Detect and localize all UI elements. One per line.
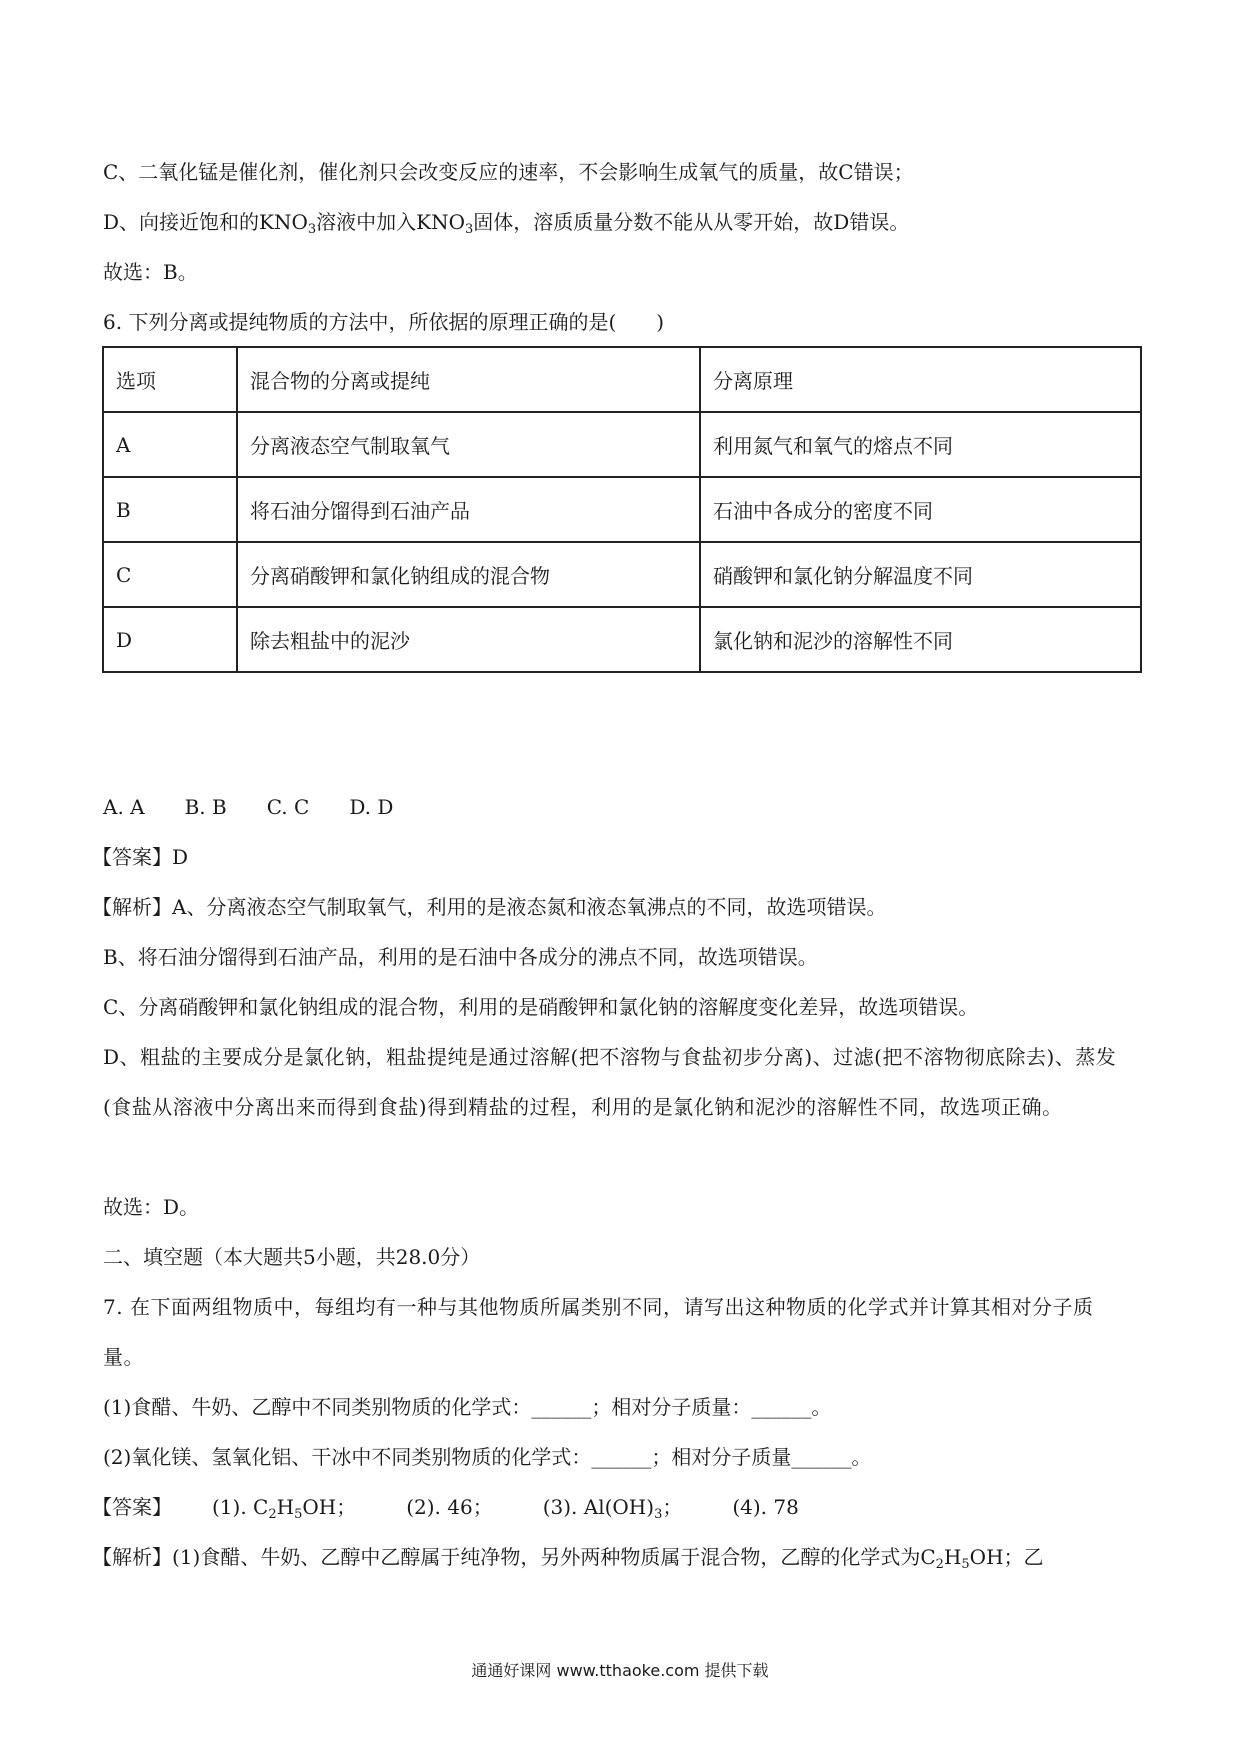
table-row: [103, 542, 1141, 607]
text: 固体，溶质质量分数不能从从零开始，故D错误。: [473, 210, 910, 234]
option-b: B. B: [184, 795, 227, 819]
question-6-analysis-b: B、将石油分馏得到石油产品，利用的是石油中各成分的沸点不同，故选项错误。: [103, 945, 818, 969]
formula-subscript: 2: [268, 1507, 277, 1522]
option-c: C. C: [266, 795, 310, 819]
formula-subscript: 3: [465, 222, 474, 237]
formula-text: Al(OH): [583, 1495, 655, 1519]
table-cell: B: [103, 477, 237, 542]
question-6-analysis-c: C、分离硝酸钾和氯化钠组成的混合物，利用的是硝酸钾和氯化钠的溶解度变化差异，故选项错误。: [103, 995, 979, 1019]
formula-kno3: [259, 210, 317, 237]
formula-text: H: [943, 1545, 962, 1569]
table-cell: D: [103, 607, 237, 672]
formula-kno3: [416, 210, 474, 237]
table-cell: 除去粗盐中的泥沙: [237, 607, 700, 672]
question-6-options: [103, 793, 393, 821]
analysis-text: 【解析】(1)食醋、牛奶、乙醇中乙醇属于纯净物，另外两种物质属于混合物，乙醇的化学式为: [92, 1545, 921, 1569]
table-cell: 氯化钠和泥沙的溶解性不同: [700, 607, 1141, 672]
section-heading: 二、填空题（本大题共5小题，共28.0分）: [103, 1245, 481, 1269]
answer-2: (2). 46；: [406, 1495, 493, 1519]
formula-text: OH；: [302, 1495, 357, 1519]
answer-punct: ；: [662, 1495, 683, 1519]
table-cell: 分离硝酸钾和氯化钠组成的混合物: [237, 542, 700, 607]
formula-text: KNO: [416, 210, 466, 234]
formula-text: OH: [969, 1545, 1004, 1569]
table-row: [103, 412, 1141, 477]
question-7-sub1: (1)食醋、牛奶、乙醇中不同类别物质的化学式：______；相对分子质量：______。: [103, 1395, 832, 1419]
formula-text: C: [920, 1545, 936, 1569]
formula-subscript: 3: [654, 1507, 663, 1522]
solution-line-c: C、二氧化锰是催化剂，催化剂只会改变反应的速率，不会影响生成氧气的质量，故C错误；: [103, 160, 914, 184]
text: D、向接近饱和的: [103, 210, 260, 234]
question-6-analysis-a: 【解析】A、分离液态空气制取氧气，利用的是液态氮和液态氧沸点的不同，故选项错误。: [92, 895, 887, 919]
table-row: [103, 607, 1141, 672]
analysis-text: ；乙: [1003, 1545, 1044, 1569]
table-header-cell: 分离原理: [700, 347, 1141, 412]
option-a: A. A: [103, 795, 145, 819]
answer-3: [542, 1495, 683, 1522]
question-6-choice: 故选：D。: [103, 1195, 200, 1219]
formula-subscript: 5: [961, 1557, 970, 1572]
table-row: [103, 477, 1141, 542]
solution-choice: 故选：B。: [103, 260, 198, 284]
option-d: D. D: [349, 795, 394, 819]
answer-number: (1).: [212, 1495, 254, 1519]
formula-text: H: [276, 1495, 295, 1519]
formula-subscript: 5: [294, 1507, 303, 1522]
table-header-cell: 混合物的分离或提纯: [237, 347, 700, 412]
question-6-answer: 【答案】D: [92, 845, 189, 869]
table-cell: 硝酸钾和氯化钠分解温度不同: [700, 542, 1141, 607]
question-7-analysis: [92, 1543, 1044, 1571]
table-cell: A: [103, 412, 237, 477]
formula-text: C: [253, 1495, 269, 1519]
table-header-cell: 选项: [103, 347, 237, 412]
question-7-answer: [92, 1493, 799, 1521]
table-cell: 分离液态空气制取氧气: [237, 412, 700, 477]
page-footer: 通通好课网 www.tthaoke.com 提供下载: [471, 1661, 769, 1680]
formula-subscript: 2: [935, 1557, 944, 1572]
question-6-analysis-d: D、粗盐的主要成分是氯化钠，粗盐提纯是通过溶解(把不溶物与食盐初步分离)、过滤(把不溶物彻底除去)、蒸发(食盐从溶液中分离出来而得到食盐)得到精盐的过程，利用的是氯化钠和泥沙的溶解性不同，故选项正确。: [103, 1045, 1117, 1119]
table-cell: 石油中各成分的密度不同: [700, 477, 1141, 542]
answer-number: (3).: [542, 1495, 584, 1519]
table-cell: 利用氮气和氧气的熔点不同: [700, 412, 1141, 477]
answer-1: [212, 1495, 357, 1522]
solution-line-d: [103, 208, 909, 236]
answer-4: (4). 78: [732, 1495, 799, 1519]
answer-label: 【答案】: [92, 1495, 172, 1519]
table-cell: C: [103, 542, 237, 607]
question-7-stem: 7. 在下面两组物质中，每组均有一种与其他物质所属类别不同，请写出这种物质的化学式并计算其相对分子质量。: [103, 1295, 1094, 1369]
options-table: [102, 346, 1142, 673]
formula-subscript: 3: [307, 222, 317, 237]
table-header-row: [103, 347, 1141, 412]
question-6-stem: 6. 下列分离或提纯物质的方法中，所依据的原理正确的是( ): [103, 310, 665, 334]
text: 溶液中加入: [316, 210, 417, 234]
table-cell: 将石油分馏得到石油产品: [237, 477, 700, 542]
formula-text: KNO: [259, 210, 308, 234]
question-7-sub2: (2)氧化镁、氢氧化铝、干冰中不同类别物质的化学式：______；相对分子质量______。: [103, 1445, 872, 1469]
